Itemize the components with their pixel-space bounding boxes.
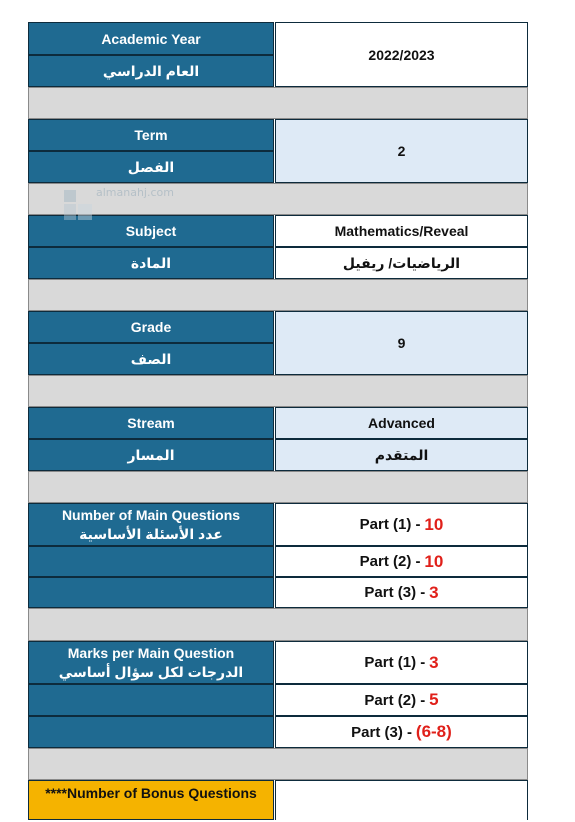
part-label: Part (2) - xyxy=(359,553,421,570)
part-value: (6-8) xyxy=(415,722,452,741)
subject-label-ar-text: المادة xyxy=(130,254,172,271)
part-label: Part (3) - xyxy=(351,723,413,741)
separator-row xyxy=(28,748,528,780)
academic-year-label-en: Academic Year xyxy=(101,30,201,47)
main-questions-label-filler xyxy=(28,577,274,608)
main-questions-part-3 xyxy=(275,577,528,608)
term-value xyxy=(275,119,528,183)
subject-value-en xyxy=(275,215,528,247)
stream-label-en: Stream xyxy=(127,415,175,431)
grade-label-en: Grade xyxy=(130,319,172,335)
academic-year-value xyxy=(275,22,528,87)
grade-value-text: 9 xyxy=(397,335,406,351)
marks-label-filler xyxy=(28,716,274,748)
marks-label-filler xyxy=(28,684,274,716)
marks-part-1 xyxy=(275,641,528,684)
subject-label-ar xyxy=(28,247,274,279)
grade-label xyxy=(28,311,274,343)
subject-value-ar xyxy=(275,247,528,279)
term-label-ar xyxy=(28,151,274,183)
marks-label xyxy=(28,641,274,684)
stream-value-ar xyxy=(275,439,528,471)
part-label: Part (1) - xyxy=(364,654,426,671)
stream-label-ar xyxy=(28,439,274,471)
subject-value-ar-text: الرياضيات/ ريفيل xyxy=(342,254,461,271)
term-label-ar-text: الفصل xyxy=(127,158,175,175)
stream-label xyxy=(28,407,274,439)
term-label-en: Term xyxy=(134,127,168,143)
main-questions-part-1 xyxy=(275,503,528,546)
academic-year-label xyxy=(28,22,274,55)
watermark-text: almanahj.com xyxy=(96,186,174,199)
marks-label-ar: الدرجات لكل سؤال أساسي xyxy=(58,663,244,680)
info-sheet xyxy=(28,22,528,822)
stream-value-en xyxy=(275,407,528,439)
separator-row xyxy=(28,471,528,503)
part-label: Part (1) - xyxy=(359,516,421,533)
main-questions-label xyxy=(28,503,274,546)
grade-label-ar-text: الصف xyxy=(130,350,172,367)
grade-value xyxy=(275,311,528,375)
marks-label-en: Marks per Main Question xyxy=(67,644,235,661)
stream-label-ar-text: المسار xyxy=(127,446,175,463)
part-value: 5 xyxy=(429,690,439,709)
part-label: Part (2) - xyxy=(364,691,426,709)
main-questions-label-ar: عدد الأسئلة الأساسية xyxy=(79,525,223,542)
part-label: Part (3) - xyxy=(364,584,426,601)
stream-value-en-text: Advanced xyxy=(368,415,435,431)
stream-value-ar-text: المتقدم xyxy=(374,446,429,463)
marks-part-3 xyxy=(275,716,528,748)
bonus-questions-label-text: ****Number of Bonus Questions xyxy=(45,785,257,801)
grade-label-ar xyxy=(28,343,274,375)
separator-row xyxy=(28,279,528,311)
separator-row xyxy=(28,183,528,215)
academic-year-label-ar-text: العام الدراسي xyxy=(102,62,200,79)
bonus-questions-value xyxy=(275,780,528,820)
part-value: 10 xyxy=(424,551,444,571)
main-questions-part-2 xyxy=(275,546,528,577)
term-value-text: 2 xyxy=(397,143,406,159)
part-value: 10 xyxy=(424,514,444,534)
part-value: 3 xyxy=(429,582,439,602)
subject-value-en-text: Mathematics/Reveal xyxy=(334,223,469,239)
part-value: 3 xyxy=(429,652,439,672)
term-label xyxy=(28,119,274,151)
separator-row xyxy=(28,608,528,641)
main-questions-label-filler xyxy=(28,546,274,577)
marks-part-2 xyxy=(275,684,528,716)
bonus-questions-label xyxy=(28,780,274,820)
academic-year-value-text: 2022/2023 xyxy=(368,46,435,63)
separator-row xyxy=(28,375,528,407)
academic-year-label-ar xyxy=(28,55,274,87)
main-questions-label-en: Number of Main Questions xyxy=(61,506,241,523)
separator-row xyxy=(28,87,528,119)
subject-label xyxy=(28,215,274,247)
subject-label-en: Subject xyxy=(125,223,177,239)
